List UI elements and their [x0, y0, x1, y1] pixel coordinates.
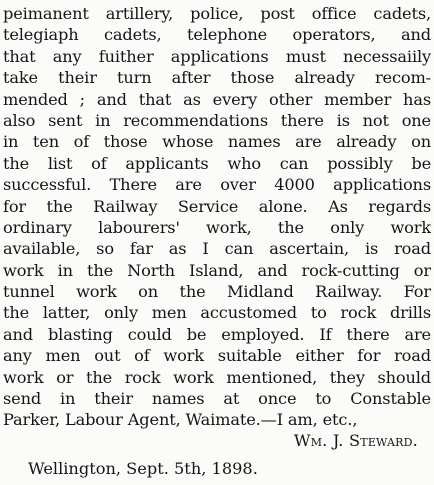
text-line: for the Railway Service alone. As regards — [3, 196, 431, 216]
text-line: in ten of those whose names are already on — [3, 132, 431, 152]
text-line: successful. There are over 4000 applications — [3, 175, 431, 195]
text-line: work or the rock work mentioned, they should — [3, 367, 431, 387]
text-line: ordinary labourers' work, the only work — [3, 217, 431, 237]
text-line: telegiaph cadets, telephone operators, and — [3, 25, 431, 45]
text-line: work in the North Island, and rock-cutting or — [3, 260, 431, 280]
text-line: also sent in recommendations there is not one — [3, 110, 431, 130]
text-line: peimanent artillery, police, post office cadets, — [3, 4, 431, 23]
text-line: the list of applicants who can possibly be — [3, 153, 431, 173]
text-line: tunnel work on the Midland Railway. For — [3, 282, 431, 302]
text-line: take their turn after those already recom- — [3, 68, 431, 88]
text-line: send in their names at once to Constable — [3, 389, 431, 409]
dateline: Wellington, Sept. 5th, 1898. — [28, 459, 258, 478]
letter-body — [3, 3, 431, 431]
signature: Wm. J. Steward. — [293, 431, 418, 450]
text-line: mended ; and that as every other member has — [3, 89, 431, 109]
text-line: available, so far as I can ascertain, is road — [3, 239, 431, 259]
text-line: that any fuither applications must necessaiily — [3, 46, 431, 66]
text-line: and blasting could be employed. If there are — [3, 324, 431, 344]
text-line: Parker, Labour Agent, Waimate.—I am, etc., — [3, 410, 358, 430]
text-line: any men out of work suitable either for road — [3, 346, 431, 366]
text-line: the latter, only men accustomed to rock drills — [3, 303, 431, 323]
